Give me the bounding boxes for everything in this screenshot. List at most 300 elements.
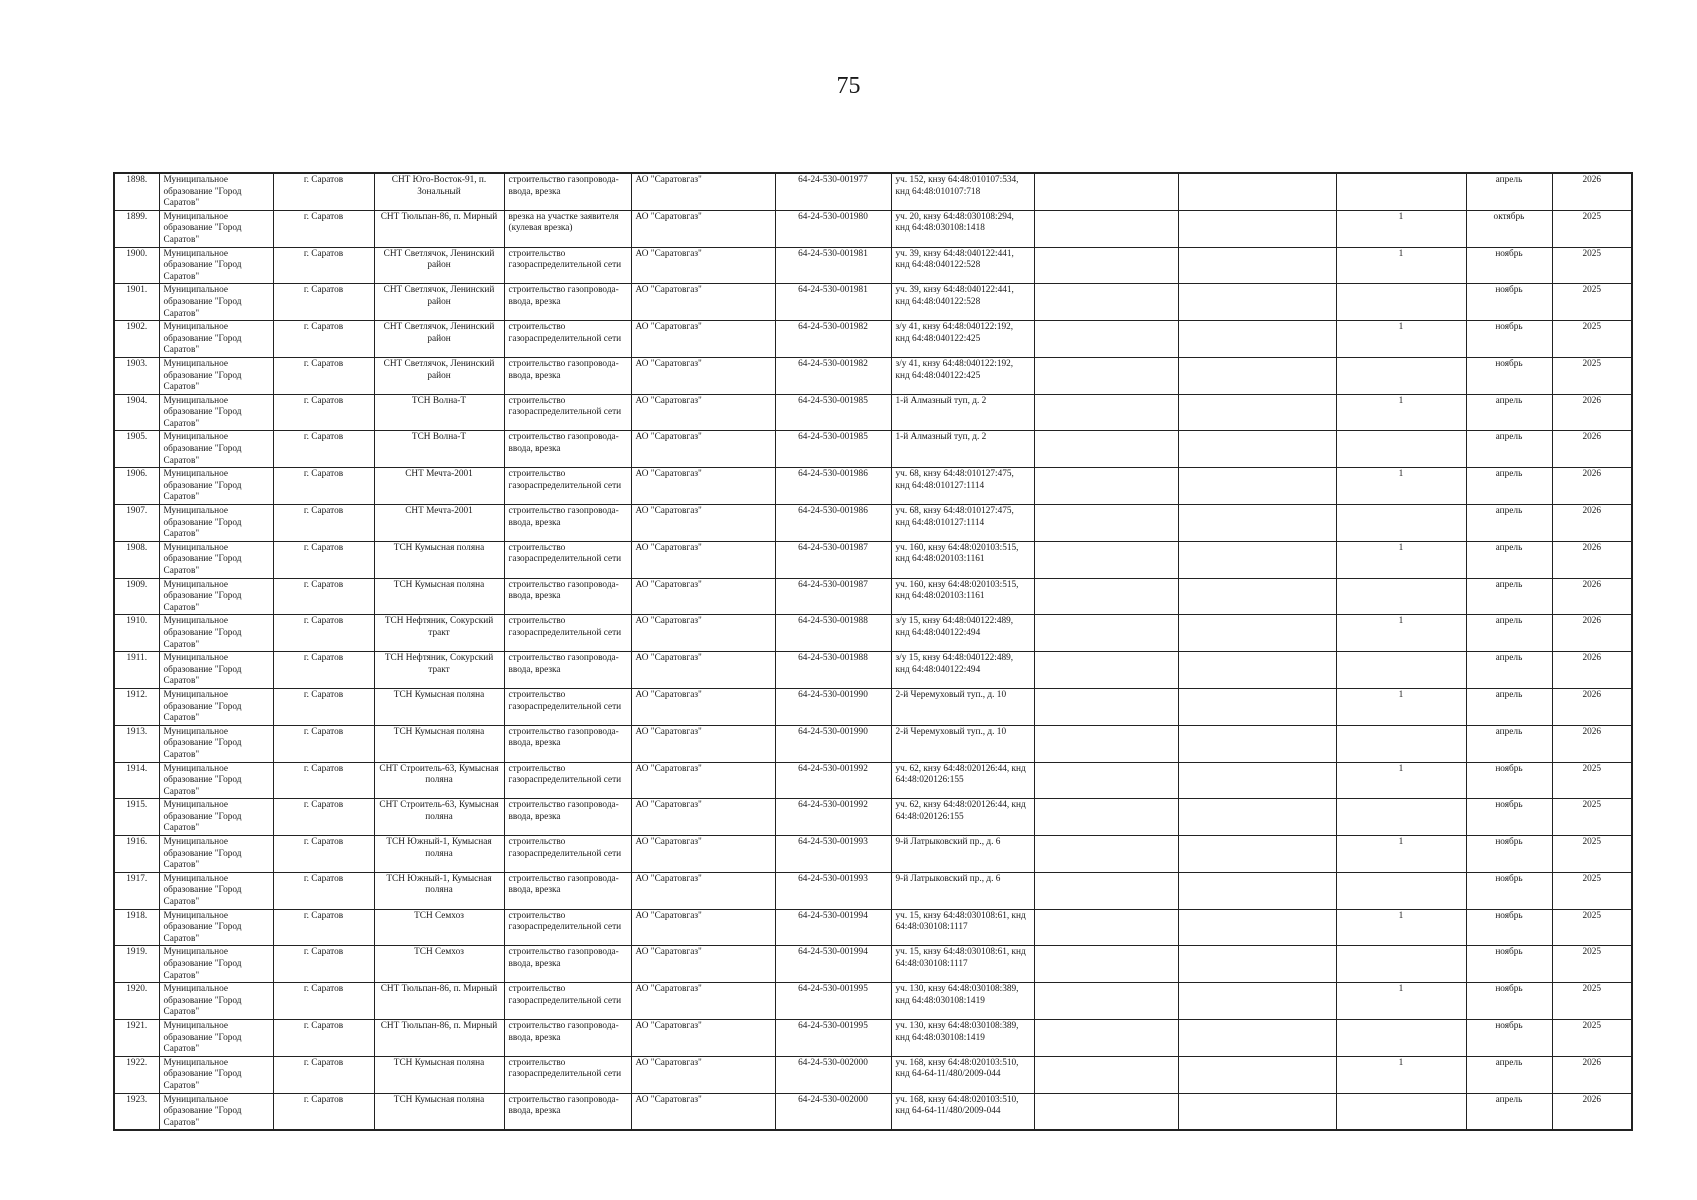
- count-cell: 1: [1336, 762, 1466, 799]
- empty-cell: [1178, 725, 1336, 762]
- empty-cell: [1034, 357, 1178, 394]
- request-code-cell: 64-24-530-001995: [775, 1019, 891, 1056]
- empty-cell: [1178, 357, 1336, 394]
- month-cell: апрель: [1466, 688, 1552, 725]
- page-number: 75: [836, 73, 861, 99]
- gasification-register-table: [113, 172, 1633, 1131]
- count-cell: 1: [1336, 836, 1466, 873]
- request-code-cell: 64-24-530-001990: [775, 725, 891, 762]
- town-cell: г. Саратов: [273, 321, 374, 358]
- object-cell: СНТ Мечта-2001: [374, 468, 504, 505]
- organization-cell: АО "Саратовгаз": [631, 872, 775, 909]
- row-number-cell: 1919.: [114, 946, 159, 983]
- plot-cell: 1-й Алмазный туп, д. 2: [891, 431, 1034, 468]
- organization-cell: АО "Саратовгаз": [631, 725, 775, 762]
- empty-cell: [1034, 284, 1178, 321]
- town-cell: г. Саратов: [273, 284, 374, 321]
- empty-cell: [1034, 946, 1178, 983]
- organization-cell: АО "Саратовгаз": [631, 357, 775, 394]
- empty-cell: [1034, 762, 1178, 799]
- empty-cell: [1034, 394, 1178, 431]
- work-type-cell: строительство газопровода-ввода, врезка: [504, 725, 631, 762]
- month-cell: октябрь: [1466, 210, 1552, 247]
- empty-cell: [1034, 652, 1178, 689]
- count-cell: [1336, 725, 1466, 762]
- municipality-cell: Муниципальное образование "Город Саратов": [159, 210, 273, 247]
- count-cell: 1: [1336, 210, 1466, 247]
- object-cell: СНТ Тюльпан-86, п. Мирный: [374, 1019, 504, 1056]
- empty-cell: [1178, 394, 1336, 431]
- object-cell: ТСН Волна-Т: [374, 431, 504, 468]
- count-cell: [1336, 431, 1466, 468]
- row-number-cell: 1907.: [114, 505, 159, 542]
- table-row: [114, 652, 1632, 689]
- town-cell: г. Саратов: [273, 615, 374, 652]
- town-cell: г. Саратов: [273, 357, 374, 394]
- empty-cell: [1034, 247, 1178, 284]
- organization-cell: АО "Саратовгаз": [631, 946, 775, 983]
- request-code-cell: 64-24-530-001982: [775, 321, 891, 358]
- month-cell: ноябрь: [1466, 247, 1552, 284]
- object-cell: ТСН Кумысная поляна: [374, 1093, 504, 1130]
- month-cell: ноябрь: [1466, 946, 1552, 983]
- empty-cell: [1034, 468, 1178, 505]
- request-code-cell: 64-24-530-001986: [775, 468, 891, 505]
- row-number-cell: 1912.: [114, 688, 159, 725]
- municipality-cell: Муниципальное образование "Город Саратов": [159, 505, 273, 542]
- table-row: [114, 541, 1632, 578]
- year-cell: 2025: [1552, 284, 1632, 321]
- year-cell: 2025: [1552, 762, 1632, 799]
- plot-cell: уч. 39, кнзу 64:48:040122:441, кнд 64:48:040122:528: [891, 247, 1034, 284]
- empty-cell: [1034, 725, 1178, 762]
- municipality-cell: Муниципальное образование "Город Саратов": [159, 946, 273, 983]
- empty-cell: [1178, 247, 1336, 284]
- row-number-cell: 1911.: [114, 652, 159, 689]
- year-cell: 2025: [1552, 210, 1632, 247]
- work-type-cell: строительство газораспределительной сети: [504, 615, 631, 652]
- count-cell: [1336, 946, 1466, 983]
- plot-cell: уч. 62, кнзу 64:48:020126:44, кнд 64:48:020126:155: [891, 762, 1034, 799]
- work-type-cell: строительство газораспределительной сети: [504, 688, 631, 725]
- empty-cell: [1034, 210, 1178, 247]
- table-row: [114, 725, 1632, 762]
- request-code-cell: 64-24-530-002000: [775, 1093, 891, 1130]
- month-cell: ноябрь: [1466, 872, 1552, 909]
- work-type-cell: строительство газораспределительной сети: [504, 1056, 631, 1093]
- empty-cell: [1178, 946, 1336, 983]
- month-cell: ноябрь: [1466, 357, 1552, 394]
- town-cell: г. Саратов: [273, 762, 374, 799]
- work-type-cell: строительство газораспределительной сети: [504, 836, 631, 873]
- year-cell: 2026: [1552, 541, 1632, 578]
- municipality-cell: Муниципальное образование "Город Саратов": [159, 284, 273, 321]
- object-cell: ТСН Нефтяник, Сокурский тракт: [374, 615, 504, 652]
- work-type-cell: строительство газораспределительной сети: [504, 321, 631, 358]
- object-cell: СНТ Тюльпан-86, п. Мирный: [374, 983, 504, 1020]
- municipality-cell: Муниципальное образование "Город Саратов": [159, 357, 273, 394]
- work-type-cell: строительство газопровода-ввода, врезка: [504, 872, 631, 909]
- month-cell: ноябрь: [1466, 983, 1552, 1020]
- month-cell: ноябрь: [1466, 836, 1552, 873]
- organization-cell: АО "Саратовгаз": [631, 1093, 775, 1130]
- count-cell: 1: [1336, 688, 1466, 725]
- object-cell: ТСН Семхоз: [374, 946, 504, 983]
- work-type-cell: строительство газопровода-ввода, врезка: [504, 357, 631, 394]
- empty-cell: [1178, 1056, 1336, 1093]
- table-body: [114, 173, 1632, 1130]
- town-cell: г. Саратов: [273, 431, 374, 468]
- count-cell: [1336, 1093, 1466, 1130]
- table-row: [114, 284, 1632, 321]
- municipality-cell: Муниципальное образование "Город Саратов": [159, 468, 273, 505]
- empty-cell: [1178, 1093, 1336, 1130]
- month-cell: апрель: [1466, 541, 1552, 578]
- organization-cell: АО "Саратовгаз": [631, 652, 775, 689]
- month-cell: апрель: [1466, 1093, 1552, 1130]
- empty-cell: [1034, 872, 1178, 909]
- count-cell: [1336, 799, 1466, 836]
- row-number-cell: 1898.: [114, 173, 159, 210]
- municipality-cell: Муниципальное образование "Город Саратов": [159, 909, 273, 946]
- town-cell: г. Саратов: [273, 1093, 374, 1130]
- plot-cell: уч. 15, кнзу 64:48:030108:61, кнд 64:48:030108:1117: [891, 946, 1034, 983]
- municipality-cell: Муниципальное образование "Город Саратов": [159, 688, 273, 725]
- plot-cell: 9-й Латрыковский пр., д. 6: [891, 872, 1034, 909]
- work-type-cell: строительство газопровода-ввода, врезка: [504, 652, 631, 689]
- object-cell: СНТ Светлячок, Ленинский район: [374, 357, 504, 394]
- object-cell: ТСН Кумысная поляна: [374, 1056, 504, 1093]
- organization-cell: АО "Саратовгаз": [631, 836, 775, 873]
- year-cell: 2025: [1552, 357, 1632, 394]
- municipality-cell: Муниципальное образование "Город Саратов": [159, 541, 273, 578]
- plot-cell: уч. 130, кнзу 64:48:030108:389, кнд 64:48:030108:1419: [891, 983, 1034, 1020]
- organization-cell: АО "Саратовгаз": [631, 688, 775, 725]
- organization-cell: АО "Саратовгаз": [631, 210, 775, 247]
- town-cell: г. Саратов: [273, 210, 374, 247]
- row-number-cell: 1922.: [114, 1056, 159, 1093]
- count-cell: 1: [1336, 394, 1466, 431]
- town-cell: г. Саратов: [273, 505, 374, 542]
- organization-cell: АО "Саратовгаз": [631, 762, 775, 799]
- empty-cell: [1178, 541, 1336, 578]
- work-type-cell: строительство газопровода-ввода, врезка: [504, 505, 631, 542]
- month-cell: апрель: [1466, 505, 1552, 542]
- table-row: [114, 468, 1632, 505]
- row-number-cell: 1918.: [114, 909, 159, 946]
- table-row: [114, 505, 1632, 542]
- table-row: [114, 836, 1632, 873]
- object-cell: ТСН Нефтяник, Сокурский тракт: [374, 652, 504, 689]
- table-row: [114, 247, 1632, 284]
- empty-cell: [1178, 762, 1336, 799]
- municipality-cell: Муниципальное образование "Город Саратов": [159, 615, 273, 652]
- month-cell: ноябрь: [1466, 762, 1552, 799]
- request-code-cell: 64-24-530-001980: [775, 210, 891, 247]
- request-code-cell: 64-24-530-001981: [775, 247, 891, 284]
- town-cell: г. Саратов: [273, 1056, 374, 1093]
- plot-cell: уч. 68, кнзу 64:48:010127:475, кнд 64:48:010127:1114: [891, 505, 1034, 542]
- town-cell: г. Саратов: [273, 725, 374, 762]
- row-number-cell: 1915.: [114, 799, 159, 836]
- organization-cell: АО "Саратовгаз": [631, 983, 775, 1020]
- count-cell: 1: [1336, 541, 1466, 578]
- year-cell: 2026: [1552, 505, 1632, 542]
- work-type-cell: строительство газопровода-ввода, врезка: [504, 1019, 631, 1056]
- municipality-cell: Муниципальное образование "Город Саратов": [159, 578, 273, 615]
- row-number-cell: 1899.: [114, 210, 159, 247]
- empty-cell: [1178, 210, 1336, 247]
- year-cell: 2025: [1552, 872, 1632, 909]
- organization-cell: АО "Саратовгаз": [631, 799, 775, 836]
- plot-cell: уч. 168, кнзу 64:48:020103:510, кнд 64-64-11/480/2009-044: [891, 1093, 1034, 1130]
- month-cell: ноябрь: [1466, 799, 1552, 836]
- object-cell: СНТ Светлячок, Ленинский район: [374, 284, 504, 321]
- municipality-cell: Муниципальное образование "Город Саратов": [159, 872, 273, 909]
- object-cell: ТСН Кумысная поляна: [374, 725, 504, 762]
- organization-cell: АО "Саратовгаз": [631, 615, 775, 652]
- row-number-cell: 1902.: [114, 321, 159, 358]
- town-cell: г. Саратов: [273, 394, 374, 431]
- month-cell: апрель: [1466, 725, 1552, 762]
- count-cell: [1336, 173, 1466, 210]
- work-type-cell: строительство газопровода-ввода, врезка: [504, 1093, 631, 1130]
- organization-cell: АО "Саратовгаз": [631, 321, 775, 358]
- request-code-cell: 64-24-530-001981: [775, 284, 891, 321]
- count-cell: 1: [1336, 615, 1466, 652]
- municipality-cell: Муниципальное образование "Город Саратов": [159, 1093, 273, 1130]
- organization-cell: АО "Саратовгаз": [631, 909, 775, 946]
- plot-cell: 9-й Латрыковский пр., д. 6: [891, 836, 1034, 873]
- row-number-cell: 1923.: [114, 1093, 159, 1130]
- table-row: [114, 357, 1632, 394]
- request-code-cell: 64-24-530-001987: [775, 541, 891, 578]
- request-code-cell: 64-24-530-001992: [775, 762, 891, 799]
- request-code-cell: 64-24-530-001990: [775, 688, 891, 725]
- row-number-cell: 1908.: [114, 541, 159, 578]
- count-cell: 1: [1336, 1056, 1466, 1093]
- work-type-cell: строительство газопровода-ввода, врезка: [504, 431, 631, 468]
- work-type-cell: строительство газораспределительной сети: [504, 983, 631, 1020]
- plot-cell: 1-й Алмазный туп, д. 2: [891, 394, 1034, 431]
- plot-cell: з/у 41, кнзу 64:48:040122:192, кнд 64:48:040122:425: [891, 357, 1034, 394]
- row-number-cell: 1910.: [114, 615, 159, 652]
- table-row: [114, 394, 1632, 431]
- request-code-cell: 64-24-530-001985: [775, 431, 891, 468]
- year-cell: 2026: [1552, 615, 1632, 652]
- plot-cell: уч. 160, кнзу 64:48:020103:515, кнд 64:48:020103:1161: [891, 578, 1034, 615]
- table-row: [114, 799, 1632, 836]
- town-cell: г. Саратов: [273, 836, 374, 873]
- object-cell: ТСН Семхоз: [374, 909, 504, 946]
- row-number-cell: 1903.: [114, 357, 159, 394]
- town-cell: г. Саратов: [273, 688, 374, 725]
- empty-cell: [1178, 173, 1336, 210]
- table-row: [114, 688, 1632, 725]
- town-cell: г. Саратов: [273, 468, 374, 505]
- empty-cell: [1034, 615, 1178, 652]
- empty-cell: [1034, 173, 1178, 210]
- empty-cell: [1178, 1019, 1336, 1056]
- empty-cell: [1178, 983, 1336, 1020]
- row-number-cell: 1901.: [114, 284, 159, 321]
- plot-cell: уч. 20, кнзу 64:48:030108:294, кнд 64:48:030108:1418: [891, 210, 1034, 247]
- row-number-cell: 1917.: [114, 872, 159, 909]
- municipality-cell: Муниципальное образование "Город Саратов": [159, 762, 273, 799]
- month-cell: апрель: [1466, 468, 1552, 505]
- row-number-cell: 1916.: [114, 836, 159, 873]
- count-cell: [1336, 357, 1466, 394]
- empty-cell: [1034, 688, 1178, 725]
- table-row: [114, 872, 1632, 909]
- year-cell: 2025: [1552, 247, 1632, 284]
- empty-cell: [1034, 431, 1178, 468]
- row-number-cell: 1906.: [114, 468, 159, 505]
- empty-cell: [1034, 836, 1178, 873]
- month-cell: ноябрь: [1466, 321, 1552, 358]
- table-row: [114, 946, 1632, 983]
- table-row: [114, 983, 1632, 1020]
- year-cell: 2025: [1552, 909, 1632, 946]
- count-cell: 1: [1336, 909, 1466, 946]
- plot-cell: 2-й Черемуховый туп., д. 10: [891, 688, 1034, 725]
- request-code-cell: 64-24-530-001995: [775, 983, 891, 1020]
- object-cell: СНТ Мечта-2001: [374, 505, 504, 542]
- row-number-cell: 1921.: [114, 1019, 159, 1056]
- row-number-cell: 1900.: [114, 247, 159, 284]
- count-cell: [1336, 872, 1466, 909]
- request-code-cell: 64-24-530-001993: [775, 872, 891, 909]
- month-cell: апрель: [1466, 431, 1552, 468]
- request-code-cell: 64-24-530-001985: [775, 394, 891, 431]
- work-type-cell: строительство газопровода-ввода, врезка: [504, 284, 631, 321]
- empty-cell: [1034, 321, 1178, 358]
- plot-cell: уч. 160, кнзу 64:48:020103:515, кнд 64:48:020103:1161: [891, 541, 1034, 578]
- town-cell: г. Саратов: [273, 909, 374, 946]
- object-cell: СНТ Светлячок, Ленинский район: [374, 321, 504, 358]
- object-cell: СНТ Светлячок, Ленинский район: [374, 247, 504, 284]
- plot-cell: уч. 62, кнзу 64:48:020126:44, кнд 64:48:020126:155: [891, 799, 1034, 836]
- organization-cell: АО "Саратовгаз": [631, 173, 775, 210]
- year-cell: 2026: [1552, 1056, 1632, 1093]
- town-cell: г. Саратов: [273, 578, 374, 615]
- work-type-cell: строительство газораспределительной сети: [504, 762, 631, 799]
- count-cell: [1336, 652, 1466, 689]
- object-cell: СНТ Строитель-63, Кумысная поляна: [374, 762, 504, 799]
- organization-cell: АО "Саратовгаз": [631, 541, 775, 578]
- work-type-cell: строительство газораспределительной сети: [504, 247, 631, 284]
- table-row: [114, 1093, 1632, 1130]
- organization-cell: АО "Саратовгаз": [631, 394, 775, 431]
- count-cell: [1336, 1019, 1466, 1056]
- table-row: [114, 909, 1632, 946]
- empty-cell: [1034, 578, 1178, 615]
- request-code-cell: 64-24-530-002000: [775, 1056, 891, 1093]
- empty-cell: [1034, 1093, 1178, 1130]
- empty-cell: [1178, 799, 1336, 836]
- municipality-cell: Муниципальное образование "Город Саратов": [159, 836, 273, 873]
- month-cell: апрель: [1466, 1056, 1552, 1093]
- year-cell: 2025: [1552, 1019, 1632, 1056]
- table-row: [114, 431, 1632, 468]
- year-cell: 2026: [1552, 725, 1632, 762]
- year-cell: 2025: [1552, 946, 1632, 983]
- month-cell: апрель: [1466, 615, 1552, 652]
- empty-cell: [1034, 983, 1178, 1020]
- empty-cell: [1034, 1056, 1178, 1093]
- municipality-cell: Муниципальное образование "Город Саратов": [159, 1019, 273, 1056]
- empty-cell: [1178, 468, 1336, 505]
- request-code-cell: 64-24-530-001994: [775, 909, 891, 946]
- request-code-cell: 64-24-530-001988: [775, 615, 891, 652]
- month-cell: апрель: [1466, 652, 1552, 689]
- empty-cell: [1178, 431, 1336, 468]
- organization-cell: АО "Саратовгаз": [631, 284, 775, 321]
- town-cell: г. Саратов: [273, 652, 374, 689]
- row-number-cell: 1909.: [114, 578, 159, 615]
- year-cell: 2026: [1552, 431, 1632, 468]
- plot-cell: уч. 15, кнзу 64:48:030108:61, кнд 64:48:030108:1117: [891, 909, 1034, 946]
- year-cell: 2026: [1552, 173, 1632, 210]
- organization-cell: АО "Саратовгаз": [631, 578, 775, 615]
- table-row: [114, 321, 1632, 358]
- year-cell: 2026: [1552, 1093, 1632, 1130]
- municipality-cell: Муниципальное образование "Город Саратов": [159, 431, 273, 468]
- object-cell: ТСН Южный-1, Кумысная поляна: [374, 836, 504, 873]
- plot-cell: 2-й Черемуховый туп., д. 10: [891, 725, 1034, 762]
- organization-cell: АО "Саратовгаз": [631, 431, 775, 468]
- count-cell: 1: [1336, 247, 1466, 284]
- request-code-cell: 64-24-530-001988: [775, 652, 891, 689]
- table-row: [114, 615, 1632, 652]
- municipality-cell: Муниципальное образование "Город Саратов": [159, 321, 273, 358]
- empty-cell: [1034, 1019, 1178, 1056]
- count-cell: [1336, 284, 1466, 321]
- municipality-cell: Муниципальное образование "Город Саратов": [159, 1056, 273, 1093]
- organization-cell: АО "Саратовгаз": [631, 468, 775, 505]
- object-cell: ТСН Волна-Т: [374, 394, 504, 431]
- empty-cell: [1178, 836, 1336, 873]
- row-number-cell: 1920.: [114, 983, 159, 1020]
- object-cell: СНТ Строитель-63, Кумысная поляна: [374, 799, 504, 836]
- work-type-cell: строительство газораспределительной сети: [504, 541, 631, 578]
- organization-cell: АО "Саратовгаз": [631, 247, 775, 284]
- work-type-cell: строительство газораспределительной сети: [504, 909, 631, 946]
- row-number-cell: 1904.: [114, 394, 159, 431]
- municipality-cell: Муниципальное образование "Город Саратов": [159, 652, 273, 689]
- town-cell: г. Саратов: [273, 872, 374, 909]
- request-code-cell: 64-24-530-001987: [775, 578, 891, 615]
- work-type-cell: строительство газопровода-ввода, врезка: [504, 173, 631, 210]
- count-cell: 1: [1336, 321, 1466, 358]
- year-cell: 2025: [1552, 983, 1632, 1020]
- empty-cell: [1034, 505, 1178, 542]
- year-cell: 2025: [1552, 321, 1632, 358]
- plot-cell: з/у 15, кнзу 64:48:040122:489, кнд 64:48:040122:494: [891, 652, 1034, 689]
- town-cell: г. Саратов: [273, 173, 374, 210]
- year-cell: 2026: [1552, 578, 1632, 615]
- table-row: [114, 173, 1632, 210]
- work-type-cell: строительство газопровода-ввода, врезка: [504, 799, 631, 836]
- work-type-cell: врезка на участке заявителя (кулевая врезка): [504, 210, 631, 247]
- table-row: [114, 762, 1632, 799]
- row-number-cell: 1913.: [114, 725, 159, 762]
- year-cell: 2026: [1552, 688, 1632, 725]
- empty-cell: [1034, 541, 1178, 578]
- row-number-cell: 1905.: [114, 431, 159, 468]
- year-cell: 2026: [1552, 468, 1632, 505]
- municipality-cell: Муниципальное образование "Город Саратов": [159, 799, 273, 836]
